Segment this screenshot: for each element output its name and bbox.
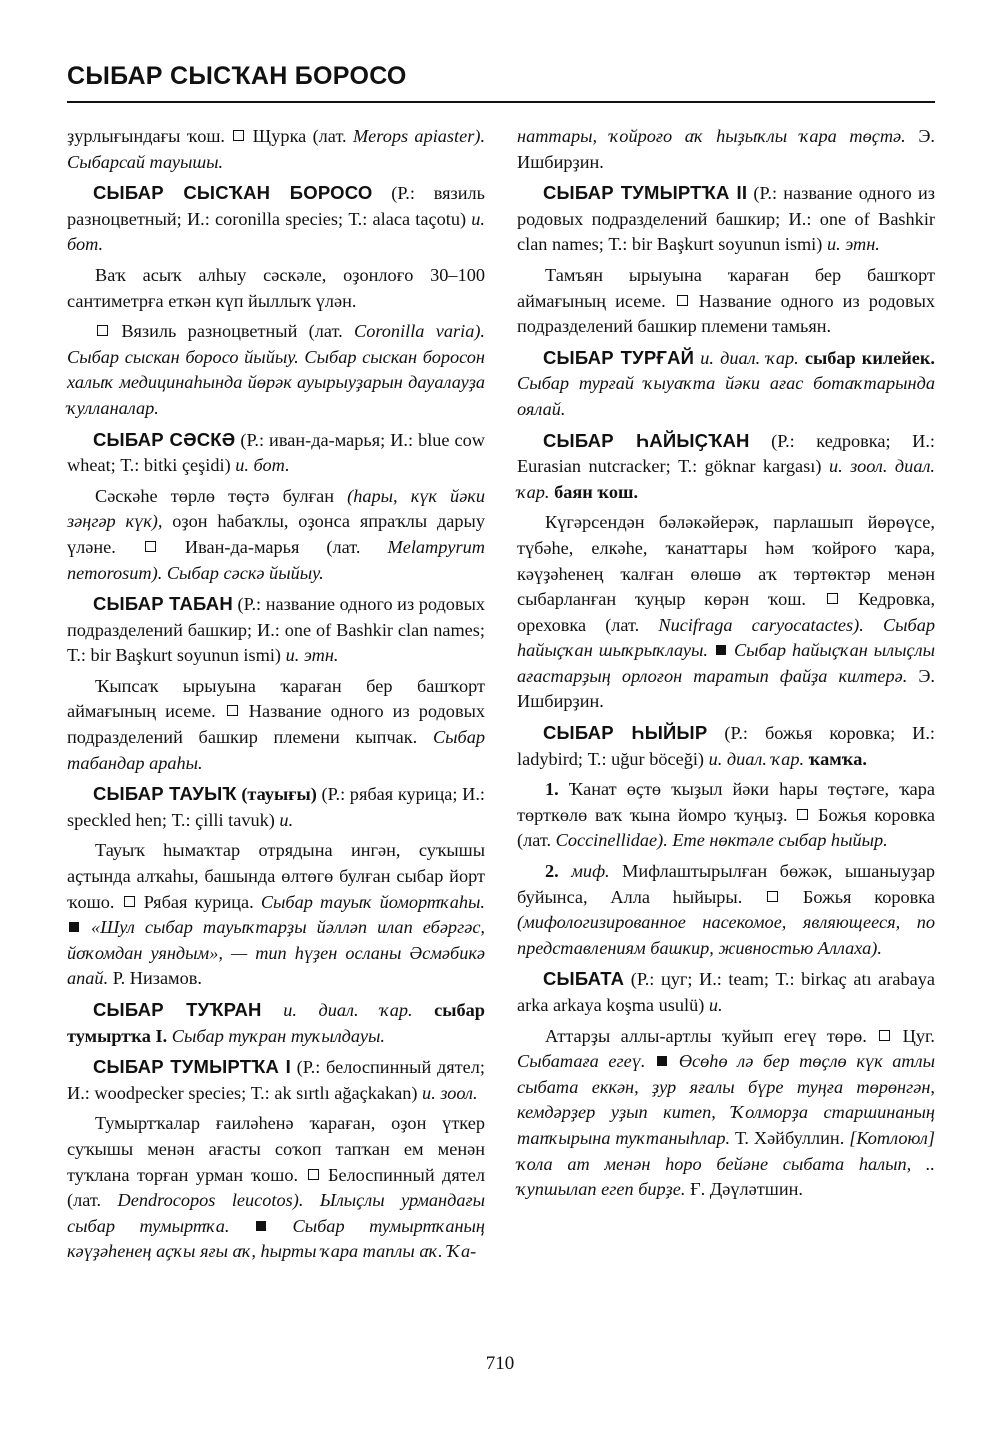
right-column	[517, 124, 935, 1203]
example: Сыбатаға егеү.	[517, 1051, 646, 1072]
entry-equivalents: (Р.: белоспинный дятел; И.: woodpecker species; Т.: ak sırtlı ağaçkakan)	[67, 1057, 485, 1103]
text: Вязиль разноцветный (лат.	[121, 321, 343, 342]
quotation: Сыбар тумыртҡаның кәүҙәһенең аҫҡы яғы аҡ, һырты ҡара таплы аҡ. Ҡа-	[67, 1215, 485, 1262]
text: ҙурлығындағы ҡош.	[67, 126, 225, 146]
text: Тауыҡ һымаҡтар отрядына ингән, суҡышы аҫтында алҡаһы, башында өлтөгө булған сыбар йорт ҡошо.	[67, 840, 485, 912]
left-column	[67, 124, 485, 1265]
headword: СЫБАР СЫСҠАН БОРОСО	[93, 182, 373, 204]
example: Nucifraga caryocatactes). Сыбар һайыҫҡан шыҡрыҡлауы.	[517, 614, 935, 661]
headword: СЫБАР ТУМЫРТҠА II	[543, 182, 748, 204]
definition	[67, 263, 485, 314]
example: Сыбар туҡран туҡылдауы.	[171, 1025, 385, 1046]
sense	[517, 777, 935, 854]
entry-label: и. зоол.	[422, 1082, 478, 1103]
entry	[517, 428, 935, 506]
definition	[67, 838, 485, 992]
entry-equivalents: (Р.: кедровка; И.: Eurasian nutcracker; Т.: göknar kargası)	[517, 430, 935, 477]
sense-number: 1.	[545, 779, 559, 800]
text: Тамъян ырыуына ҡараған бер башҡорт аймағының исеме.	[517, 264, 935, 311]
continued-entry	[67, 124, 485, 175]
text: Иван-да-марья (лат.	[184, 536, 361, 557]
headword-variant: (тауығы)	[241, 784, 317, 805]
text: Название одного из родовых подразделений башкир племени кыпчак.	[67, 701, 485, 748]
definition	[517, 263, 935, 340]
entry-equivalents: (Р.: божья коровка; И.: ladybird; Т.: uğur böceği)	[517, 723, 935, 769]
text: Ҡанат өҫтө ҡыҙыл йәки һары төҫтәге, ҡара төрткөлө ваҡ ҡына йомро ҡуңыҙ.	[517, 779, 936, 825]
quotation: Өсөһө лә бер төҫлө күк атлы сыбата еккән, ҙур яғалы бүре туңға төрөнгән, кемдәрҙер уҙып китеп, Ҡолморҙа старшинаның тапҡырына туҡтаныһлар.	[517, 1051, 935, 1148]
definition	[67, 484, 485, 586]
example: Сыбар табандар араһы.	[67, 727, 485, 773]
running-head: СЫБАР СЫСҠАН БОРОСО	[67, 62, 407, 90]
text: Щурка (лат.	[252, 126, 347, 146]
headword: СЫБАР ТАУЫҠ	[93, 783, 237, 805]
entry	[67, 591, 485, 669]
entry-equivalents: (Р.: название одного из родовых подразделений башкир; И.: one of Bashkir clan names; Т.: bir Başkurt soyunun ismi)	[517, 183, 935, 255]
entry-equivalents: (Р.: название одного из родовых подразделений башкир; И.: one of Bashkir clan names; Т.: bir Başkurt soyunun ismi)	[67, 594, 485, 666]
text: Кедровка, ореховка (лат.	[517, 589, 936, 635]
definition	[67, 674, 485, 776]
text: Күгәрсендән бәләкәйерәк, парлашып йөрөүсе, түбәһе, елкәһе, ҡанаттары һәм ҡойроғо ҡара, кәүҙәһенең ҡалған өлөшө аҡ төртөктәр менән сыбарланған ҡуңыр көрән ҡош.	[517, 512, 935, 610]
black-square-marker-icon	[716, 645, 726, 655]
black-square-marker-icon	[657, 1056, 667, 1066]
entry	[67, 427, 485, 479]
cross-reference: сыбар килейек.	[804, 347, 935, 368]
black-square-marker-icon	[69, 922, 79, 932]
example: Dendrocopos leucotos). Ылыҫлы урмандағы сыбар тумыртҡа.	[67, 1190, 485, 1236]
headword: СЫБАР ҺЫЙЫР	[543, 722, 708, 744]
entry-label: и.	[708, 995, 723, 1015]
example: Coccinellidae). Ете нөктәле сыбар һыйыр.	[555, 830, 888, 851]
cross-reference: сыбар тумыртҡа I.	[67, 1000, 485, 1046]
text: Цуг.	[902, 1025, 935, 1046]
text: Merops apiaster). Сыбарсай тауышы.	[67, 126, 486, 172]
definition	[517, 1024, 935, 1203]
entry-label: и. бот.	[67, 208, 485, 255]
entry-label: и. этн.	[285, 645, 339, 666]
quotation-author: Т. Хәйбуллин.	[735, 1127, 845, 1148]
quotation: [Котлоюл] ҡола ат менән һоро бейәне сыбата һалып, .. ҡупшылап егеп бирҙе.	[517, 1127, 935, 1200]
entry-label: и. зоол. диал. ҡар.	[517, 456, 936, 502]
square-marker-icon	[797, 809, 808, 820]
text: Название одного из родовых подразделений башкир племени тамьян.	[517, 290, 935, 337]
square-marker-icon	[233, 130, 244, 141]
entry-label: и. бот.	[235, 455, 290, 476]
continued-entry	[517, 124, 935, 175]
text: Тумыртҡалар ғаиләһенә ҡараған, оҙон үткер суҡышы менән ағасты соҡоп тапҡан ем менән туҡлана торған урман ҡошо.	[67, 1113, 485, 1185]
example: Сыбар тауыҡ йомортҡаһы.	[260, 891, 485, 912]
entry	[67, 997, 485, 1049]
entry	[67, 1054, 485, 1106]
square-marker-icon	[97, 325, 108, 336]
page-number: 710	[485, 1353, 515, 1374]
text: Мифлаштырылған бөжәк, ышаныуҙар буйынса, Алла һыйыры.	[517, 861, 935, 907]
entry-label: миф.	[571, 861, 610, 882]
text: Божья коровка (лат.	[517, 804, 936, 851]
text: оҙон һабаҡлы, оҙонса япраҡлы дарыу үләне.	[67, 511, 485, 557]
square-marker-icon	[827, 593, 838, 604]
entry-equivalents: (Р.: иван-да-марья; И.: blue cow wheat; Т.: bitki çeşidi)	[67, 429, 485, 476]
entry	[517, 966, 935, 1018]
cross-reference: ҡамҡа.	[808, 748, 867, 769]
header-rule	[67, 101, 935, 103]
example: Сыбар турғай ҡыуаҡта йәки ағас ботаҡтарында оялай.	[517, 373, 935, 419]
quotation: наттары, ҡойроғо аҡ һыҙыҡлы ҡара төҫтә.	[517, 126, 906, 146]
entry-equivalents: (Р.: рябая курица; И.: speckled hen; Т.: çilli tavuk)	[67, 784, 485, 830]
headword: СЫБАР ҺАЙЫҪҠАН	[543, 429, 750, 451]
entry	[517, 345, 935, 423]
definition	[67, 319, 485, 421]
quotation-author: Р. Низамов.	[112, 968, 202, 989]
headword: СЫБАР ТУҠРАН	[93, 999, 262, 1020]
entry-label: и. этн.	[826, 234, 880, 255]
square-marker-icon	[227, 705, 238, 716]
headword: СЫБАР ТАБАН	[93, 593, 233, 615]
square-marker-icon	[145, 541, 156, 552]
entry-equivalents: (Р.: цуг; И.: team; Т.: birkaç atı arabaya arka arkaya koşma usulü)	[517, 969, 935, 1015]
text: Сәскәһе төрлө төҫтә булған	[95, 485, 335, 506]
entry-label: и. диал. ҡар.	[708, 748, 805, 769]
definition	[517, 510, 935, 715]
text: Ваҡ асыҡ алһыу сәскәле, оҙонлоғо 30–100 сантиметрға еткән күп йыллыҡ үлән.	[67, 264, 485, 311]
quotation: Сыбар һайыҫҡан ылыҫлы ағастарҙың орлоғон таратып файҙа килтерә.	[517, 640, 935, 686]
quotation: «Шул сыбар тауыҡтарҙы йәлләп илап ебәргәс, йоҡомдан уяндым», — тип һүҙен осланы Әсмәбикә апай.	[67, 917, 486, 989]
text: Аттарҙы аллы-артлы ҡуйып егеү төрө.	[545, 1025, 867, 1046]
quotation-author: Э. Ишбирҙин.	[517, 126, 935, 172]
headword: СЫБАТА	[543, 968, 625, 990]
entry	[517, 180, 935, 258]
example: Coronilla varia). Сыбар сыскан боросо йыйыу. Сыбар сыскан боросон халыҡ медицинаһында йөрәк ауырыуҙарын дауалауҙа ҡулланалар.	[67, 321, 485, 418]
square-marker-icon	[124, 896, 135, 907]
black-square-marker-icon	[256, 1221, 266, 1231]
entry-equivalents: (Р.: вязиль разноцветный; И.: coronilla species; Т.: alaca taçotu)	[67, 183, 485, 229]
quotation-author: Ғ. Дәүләтшин.	[690, 1179, 803, 1200]
sense-number: 2.	[545, 861, 559, 882]
headword: СЫБАР СӘСКӘ	[93, 428, 236, 450]
text: Божья коровка	[802, 886, 935, 907]
entry-label: и. диал. ҡар.	[700, 347, 799, 368]
quotation-author: Э. Ишбирҙин.	[517, 665, 935, 712]
example: Melampyrum nemorosum). Сыбар сәскә йыйыу.	[67, 536, 485, 583]
square-marker-icon	[308, 1169, 319, 1180]
definition	[67, 1111, 485, 1265]
headword: СЫБАР ТУМЫРТҠА I	[93, 1056, 291, 1078]
entry	[67, 781, 485, 833]
text: Ҡыпсаҡ ырыуына ҡараған бер башҡорт аймағының исеме.	[67, 675, 485, 722]
entry-label: и.	[279, 809, 294, 830]
text: (һары, күк йәки зәңгәр күк),	[67, 485, 485, 532]
sense	[517, 859, 935, 961]
text: (мифологизированное насекомое, являющееся, по представлениям башкир, живностью Аллаха).	[517, 912, 935, 958]
entry-label: и. диал. ҡар.	[283, 1000, 413, 1020]
square-marker-icon	[879, 1030, 890, 1041]
entry	[67, 180, 485, 258]
cross-reference: баян ҡош.	[554, 481, 639, 502]
entry	[517, 720, 935, 772]
square-marker-icon	[767, 891, 778, 902]
text: Белоспинный дятел (лат.	[67, 1164, 485, 1211]
headword: СЫБАР ТУРҒАЙ	[543, 346, 695, 368]
square-marker-icon	[677, 295, 688, 306]
text: Рябая курица.	[143, 891, 254, 912]
